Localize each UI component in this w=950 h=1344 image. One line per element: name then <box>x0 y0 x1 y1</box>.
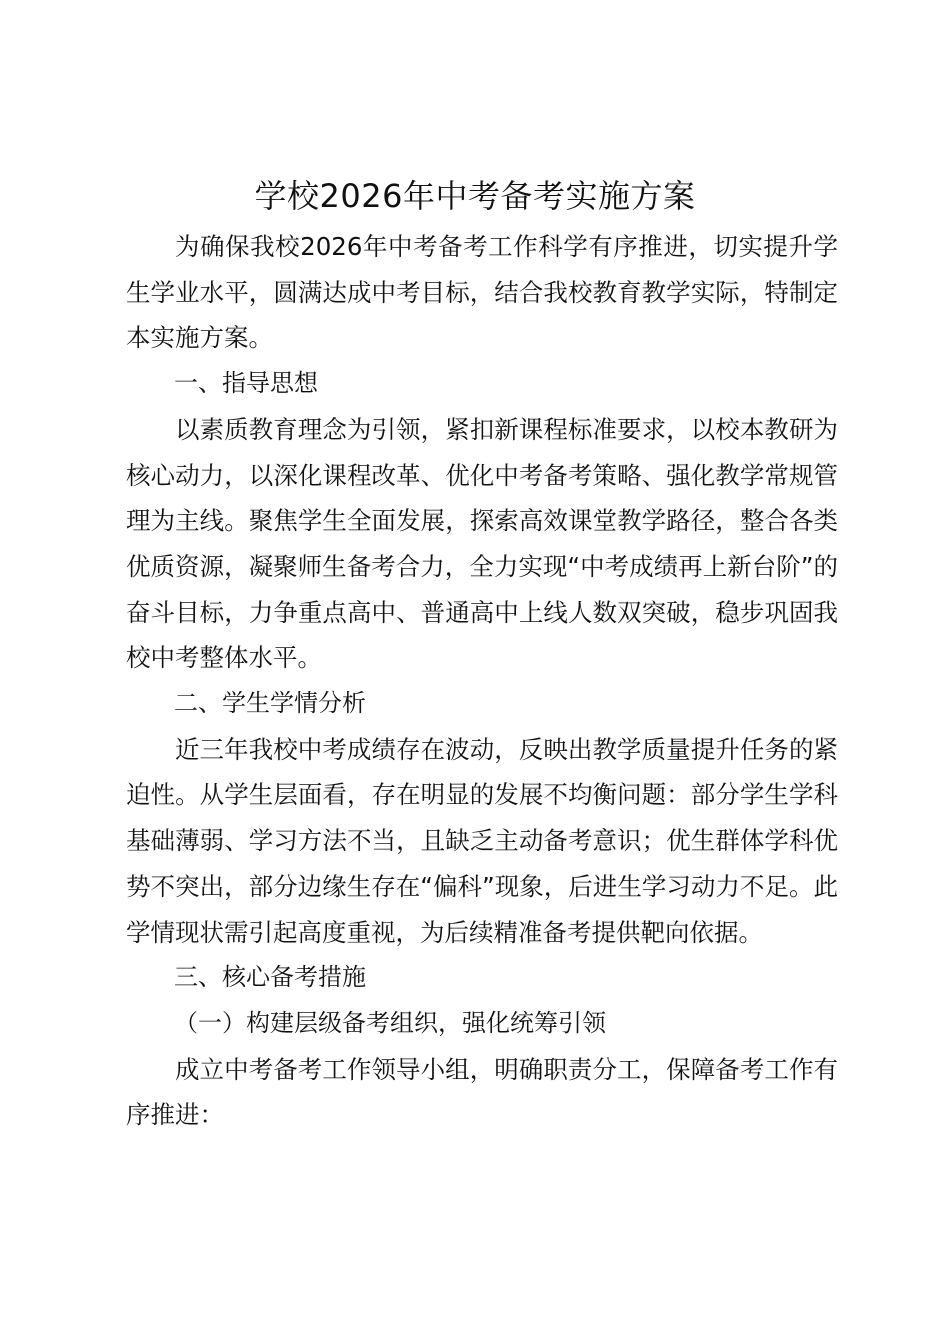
section-paragraph-organization: 成立中考备考工作领导小组，明确职责分工，保障备考工作有序推进： <box>126 1054 838 1130</box>
section-heading-student-analysis: 二、学生学情分析 <box>174 689 366 718</box>
document-title: 学校2026年中考备考实施方案 <box>254 177 696 215</box>
subsection-heading-organization: （一）构建层级备考组织，强化统筹引领 <box>174 1008 606 1037</box>
section-heading-core-measures: 三、核心备考措施 <box>174 963 366 992</box>
intro-paragraph: 为确保我校2026年中考备考工作科学有序推进，切实提升学生学业水平，圆满达成中考目标，结合我校教育教学实际，特制定本实施方案。 <box>126 232 838 353</box>
section-heading-guiding-ideology: 一、指导思想 <box>174 369 318 398</box>
section-paragraph-guiding-ideology: 以素质教育理念为引领，紧扣新课程标准要求，以校本教研为核心动力，以深化课程改革、优化中考备考策略、强化教学常规管理为主线。聚焦学生全面发展，探索高效课堂教学路径，整合各类优质资源，凝聚师生备考合力，全力实现“中考成绩再上新台阶”的奋斗目标，力争重点高中、普通高中上线人数双突破，稳步巩固我校中考整体水平。 <box>126 414 838 673</box>
document-body <box>126 224 838 1138</box>
section-paragraph-student-analysis: 近三年我校中考成绩存在波动，反映出教学质量提升任务的紧迫性。从学生层面看，存在明显的发展不均衡问题：部分学生学科基础薄弱、学习方法不当，且缺乏主动备考意识；优生群体学科优势不突出，部分边缘生存在“偏科”现象，后进生学习动力不足。此学情现状需引起高度重视，为后续精准备考提供靶向依据。 <box>126 734 838 947</box>
